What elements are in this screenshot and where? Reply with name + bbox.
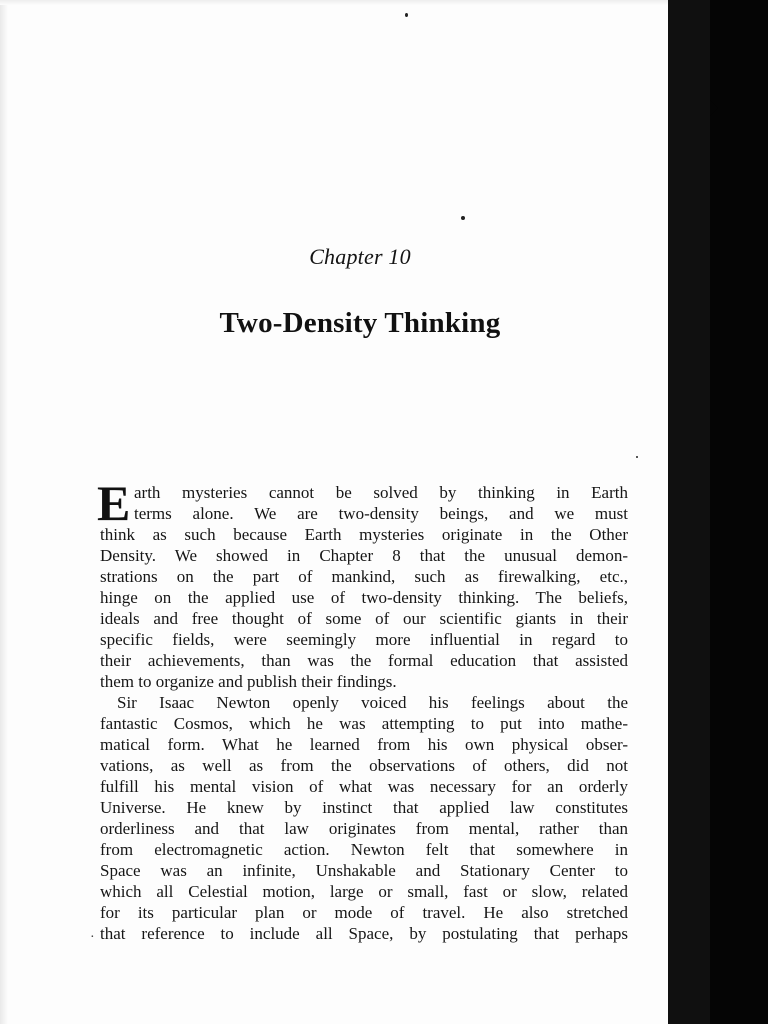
scan-dark-margin — [668, 0, 768, 1024]
text-line: that reference to include all Space, by postulating that perhaps — [100, 924, 628, 943]
text-line: Sir Isaac Newton openly voiced his feelings about the — [117, 693, 628, 712]
text-line: Density. We showed in Chapter 8 that the unusual demon- — [100, 546, 628, 565]
text-line: arth mysteries cannot be solved by thinking in Earth — [134, 483, 628, 502]
text-line: Space was an infinite, Unshakable and Stationary Center to — [100, 861, 628, 880]
text-line: fantastic Cosmos, which he was attempting to put into mathe- — [100, 714, 628, 733]
text-line: fulfill his mental vision of what was necessary for an orderly — [100, 777, 628, 796]
text-line: matical form. What he learned from his own physical obser- — [100, 735, 628, 754]
chapter-label: Chapter 10 — [309, 244, 411, 269]
text-line: ideals and free thought of some of our scientific giants in their — [100, 609, 628, 628]
body-text — [97, 475, 628, 944]
margin-notch — [710, 100, 718, 116]
text-line: specific fields, were seemingly more influential in regard to — [100, 630, 628, 649]
chapter-title: Two-Density Thinking — [219, 307, 501, 339]
text-line: vations, as well as from the observations of others, did not — [100, 756, 628, 775]
scan-speck — [636, 456, 638, 458]
text-line: orderliness and that law originates from mental, rather than — [100, 819, 628, 838]
text-line: them to organize and publish their findings. — [100, 672, 397, 691]
scan-edge-top — [0, 0, 668, 5]
text-line: think as such because Earth mysteries originate in the Other — [100, 525, 628, 544]
text-line: strations on the part of mankind, such as firewalking, etc., — [100, 567, 628, 586]
text-line: Universe. He knew by instinct that applied law constitutes — [100, 798, 628, 817]
text-line: their achievements, than was the formal education that assisted — [100, 651, 628, 670]
text-line: for its particular plan or mode of travel. He also stretched — [100, 903, 628, 922]
margin-mark: · — [90, 930, 95, 945]
text-line: terms alone. We are two-density beings, and we must — [134, 504, 628, 523]
scan-speck — [461, 216, 465, 220]
text-line: from electromagnetic action. Newton felt that somewhere in — [100, 840, 628, 859]
scan-edge-left — [0, 0, 8, 1024]
text-line: hinge on the applied use of two-density thinking. The beliefs, — [100, 588, 628, 607]
page-fold-shadow — [668, 0, 710, 1024]
scan-speck — [405, 13, 408, 17]
drop-cap: E — [97, 475, 131, 531]
text-line: which all Celestial motion, large or small, fast or slow, related — [100, 882, 628, 901]
